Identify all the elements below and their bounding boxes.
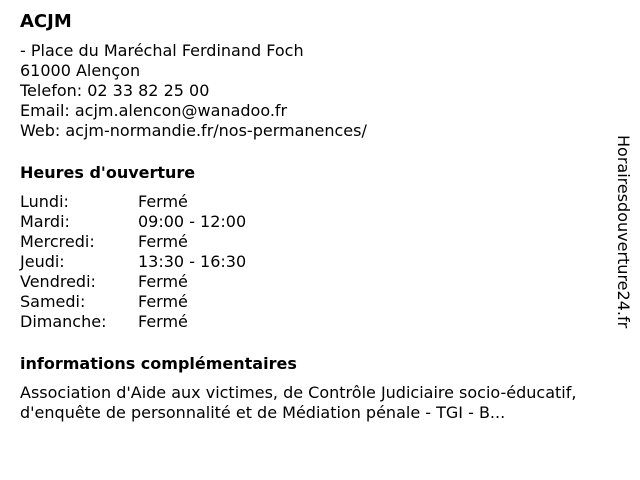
info-heading: informations complémentaires	[20, 354, 297, 373]
hours-time: Fermé	[138, 232, 188, 251]
phone-line: Telefon: 02 33 82 25 00	[20, 81, 210, 100]
street-line: - Place du Maréchal Ferdinand Foch	[20, 41, 304, 60]
hours-time: Fermé	[138, 192, 188, 211]
hours-day: Vendredi:	[20, 272, 96, 291]
hours-table	[20, 192, 605, 332]
city-line: 61000 Alençon	[20, 61, 141, 80]
hours-row-mardi	[20, 212, 605, 232]
hours-day: Jeudi:	[20, 252, 65, 271]
hours-time: Fermé	[138, 272, 188, 291]
hours-row-dimanche	[20, 312, 605, 332]
business-title: ACJM	[20, 11, 72, 32]
hours-day: Mercredi:	[20, 232, 95, 251]
hours-day: Dimanche:	[20, 312, 107, 331]
hours-row-lundi	[20, 192, 605, 212]
hours-time: 09:00 - 12:00	[138, 212, 247, 231]
hours-heading: Heures d'ouverture	[20, 163, 196, 182]
hours-row-mercredi	[20, 232, 605, 252]
hours-row-samedi	[20, 292, 605, 312]
email-line: Email: acjm.alencon@wanadoo.fr	[20, 101, 288, 120]
web-line: Web: acjm-normandie.fr/nos-permanences/	[20, 121, 367, 140]
hours-row-vendredi	[20, 272, 605, 292]
hours-row-jeudi	[20, 252, 605, 272]
hours-day: Lundi:	[20, 192, 69, 211]
hours-time: Fermé	[138, 312, 188, 331]
site-watermark: Horairesdouverture24.fr	[614, 135, 633, 329]
address-block	[20, 41, 605, 141]
hours-time: 13:30 - 16:30	[138, 252, 247, 271]
business-card	[20, 11, 605, 423]
hours-day: Samedi:	[20, 292, 86, 311]
hours-time: Fermé	[138, 292, 188, 311]
info-text: Association d'Aide aux victimes, de Contrôle Judiciaire socio-éducatif, d'enquête de personnalité et de Médiation pénale - TGI - B...	[20, 383, 577, 422]
hours-day: Mardi:	[20, 212, 70, 231]
